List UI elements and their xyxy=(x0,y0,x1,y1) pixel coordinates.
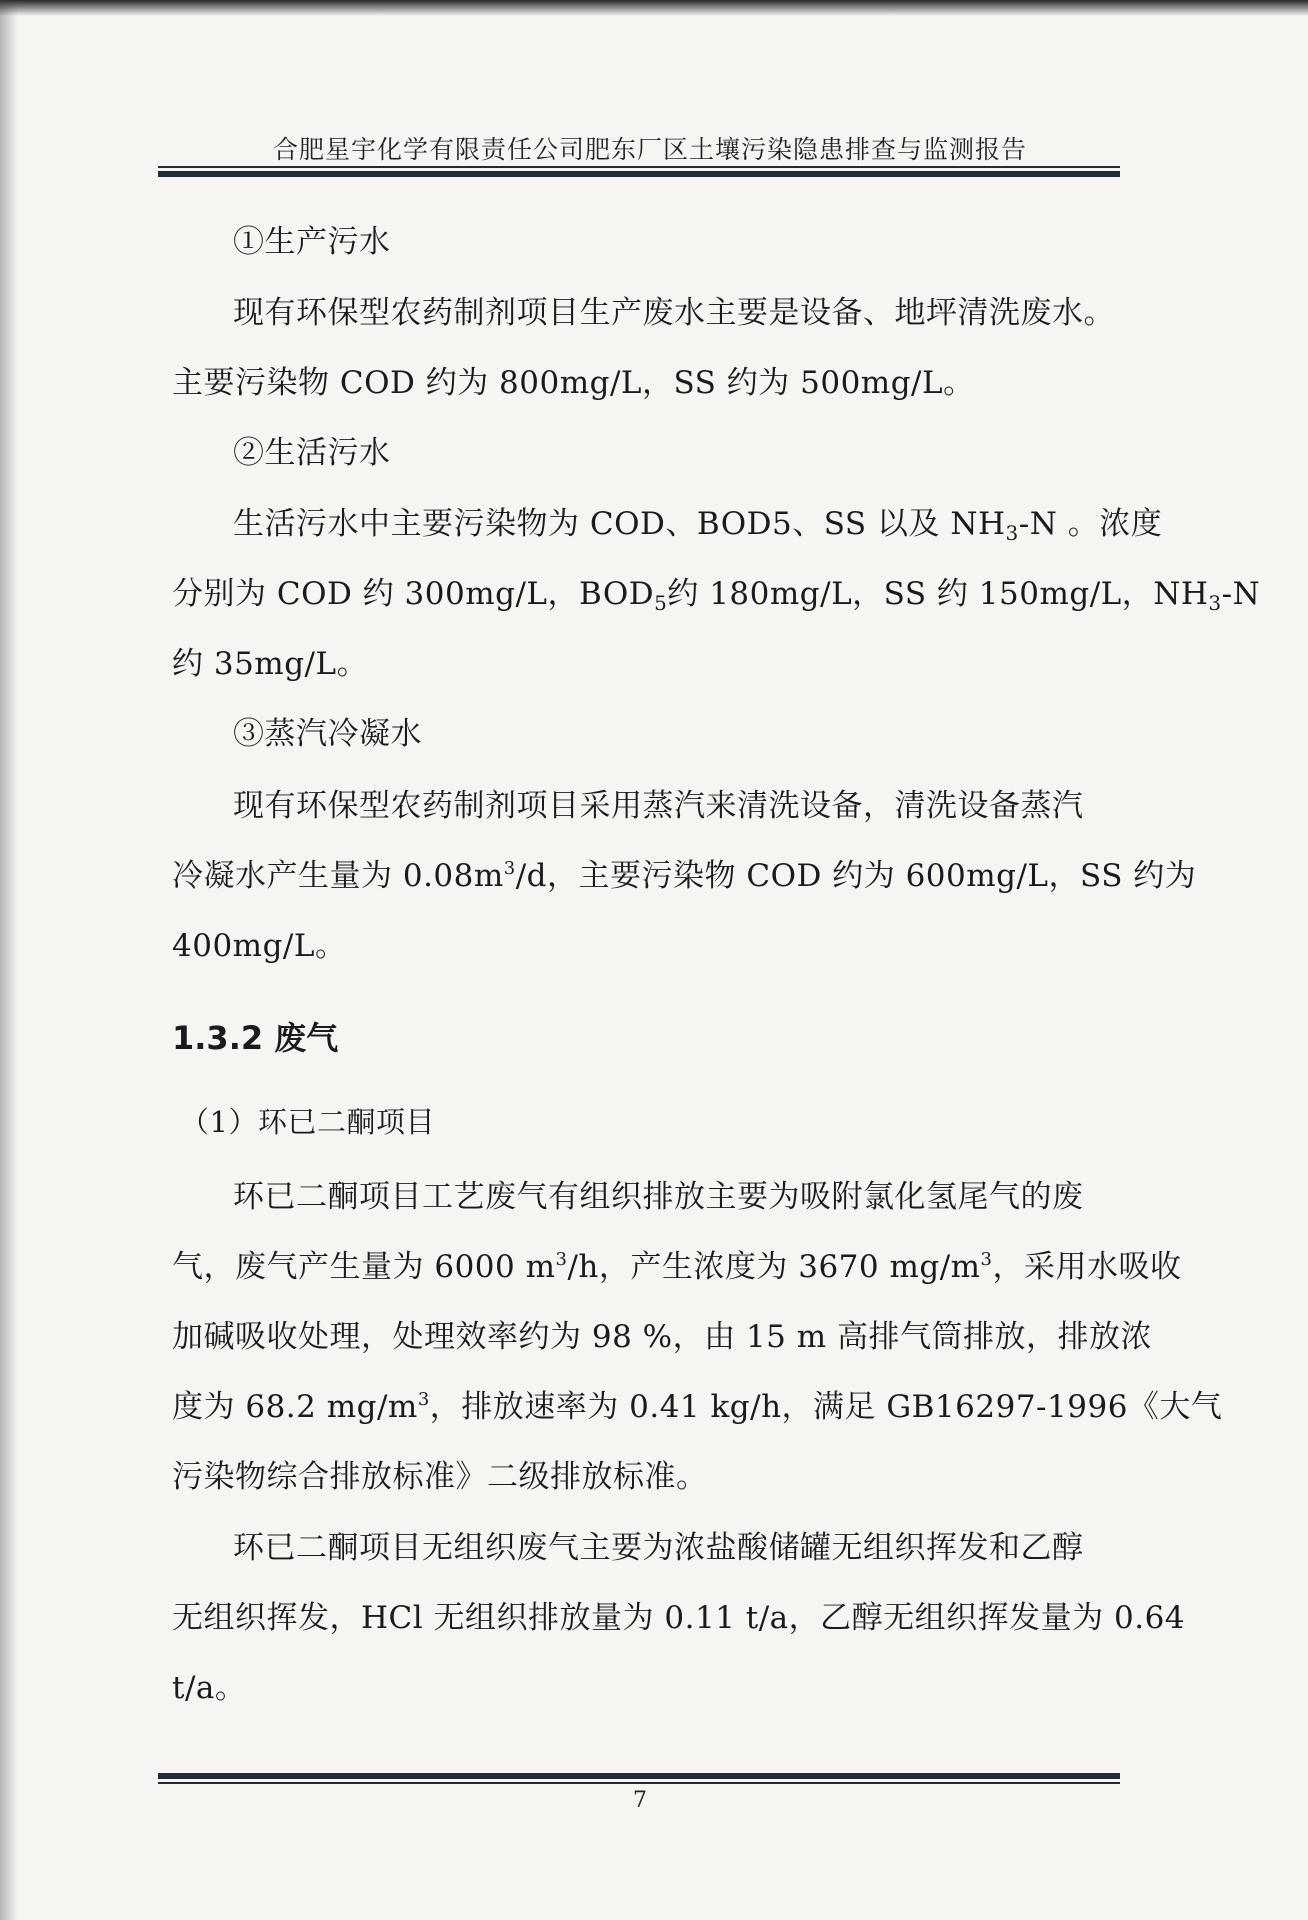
heading-steam-condensate: ③蒸汽冷凝水 xyxy=(233,716,422,752)
exhaust-p1-line-2-text-b: /h，产生浓度为 3670 mg/m xyxy=(567,1249,981,1285)
exhaust-p1-line-4 xyxy=(172,1381,1222,1426)
exhaust-p1-line-2-text-a: 气，废气产生量为 6000 m xyxy=(172,1249,556,1285)
steam-condensate-line-3: 400mg/L。 xyxy=(172,928,347,964)
heading-domestic-wastewater: ②生活污水 xyxy=(233,435,391,471)
scan-top-shadow xyxy=(0,0,1308,16)
domestic-line-2-text-a: 分别为 COD 约 300mg/L，BOD xyxy=(172,576,655,612)
domestic-wastewater-line-3: 约 35mg/L。 xyxy=(172,646,369,682)
subheading-cyclohexanedione-project: （1）环已二酮项目 xyxy=(180,1105,435,1139)
exhaust-p1-line-4-text-b: ，排放速率为 0.41 kg/h，满足 GB16297-1996《大气 xyxy=(429,1389,1223,1425)
exhaust-p1-line-2-text-c: ，采用水吸收 xyxy=(992,1249,1182,1285)
domestic-line-2-subscript-1: 5 xyxy=(654,591,668,615)
domestic-line-2-text-b: 约 180mg/L，SS 约 150mg/L，NH xyxy=(667,576,1209,612)
production-wastewater-line-1: 现有环保型农药制剂项目生产废水主要是设备、地坪清洗废水。 xyxy=(233,295,1115,331)
steam-line-2-superscript: 3 xyxy=(503,858,516,879)
steam-condensate-line-2 xyxy=(172,850,1196,895)
exhaust-p1-line-5: 污染物综合排放标准》二级排放标准。 xyxy=(172,1459,708,1495)
header-rule-thick xyxy=(158,171,1120,177)
exhaust-p1-line-3: 加碱吸收处理，处理效率约为 98 %，由 15 m 高排气筒排放，排放浓 xyxy=(172,1319,1153,1355)
page-number: 7 xyxy=(633,1788,647,1813)
exhaust-p2-line-1: 环已二酮项目无组织废气主要为浓盐酸储罐无组织挥发和乙醇 xyxy=(233,1530,1084,1566)
scan-left-shadow xyxy=(0,0,18,1920)
steam-line-2-text-b: /d，主要污染物 COD 约为 600mg/L，SS 约为 xyxy=(515,858,1197,894)
section-heading-exhaust-gas: 1.3.2 废气 xyxy=(172,1019,339,1057)
heading-production-wastewater: ①生产污水 xyxy=(233,224,391,260)
exhaust-p1-line-2-superscript-1: 3 xyxy=(555,1249,568,1270)
domestic-line-2-subscript-2: 3 xyxy=(1208,591,1222,615)
steam-line-2-text-a: 冷凝水产生量为 0.08m xyxy=(172,858,504,894)
domestic-line-1-text-a: 生活污水中主要污染物为 COD、BOD5、SS 以及 NH xyxy=(233,506,1006,542)
domestic-wastewater-line-1 xyxy=(233,498,1162,545)
production-wastewater-line-2: 主要污染物 COD 约为 800mg/L，SS 约为 500mg/L。 xyxy=(172,365,975,401)
exhaust-p1-line-2-superscript-2: 3 xyxy=(980,1249,993,1270)
exhaust-p1-line-4-superscript: 3 xyxy=(417,1389,430,1410)
domestic-line-1-text-b: -N 。浓度 xyxy=(1018,506,1163,542)
exhaust-p1-line-4-text-a: 度为 68.2 mg/m xyxy=(172,1389,418,1425)
footer-rule-thin xyxy=(158,1782,1120,1784)
domestic-line-2-text-c: -N xyxy=(1221,576,1261,612)
header-rule-thin xyxy=(158,166,1120,168)
exhaust-p2-line-3: t/a。 xyxy=(172,1670,247,1706)
exhaust-p1-line-2 xyxy=(172,1241,1182,1286)
report-header-title: 合肥星宇化学有限责任公司肥东厂区土壤污染隐患排查与监测报告 xyxy=(272,135,1027,164)
exhaust-p1-line-1: 环已二酮项目工艺废气有组织排放主要为吸附氯化氢尾气的废 xyxy=(233,1179,1084,1215)
domestic-wastewater-line-2 xyxy=(172,568,1260,615)
steam-condensate-line-1: 现有环保型农药制剂项目采用蒸汽来清洗设备，清洗设备蒸汽 xyxy=(233,788,1084,824)
domestic-line-1-subscript: 3 xyxy=(1005,521,1019,545)
exhaust-p2-line-2: 无组织挥发，HCl 无组织排放量为 0.11 t/a，乙醇无组织挥发量为 0.64 xyxy=(172,1600,1186,1636)
footer-rule-thick xyxy=(158,1773,1120,1779)
